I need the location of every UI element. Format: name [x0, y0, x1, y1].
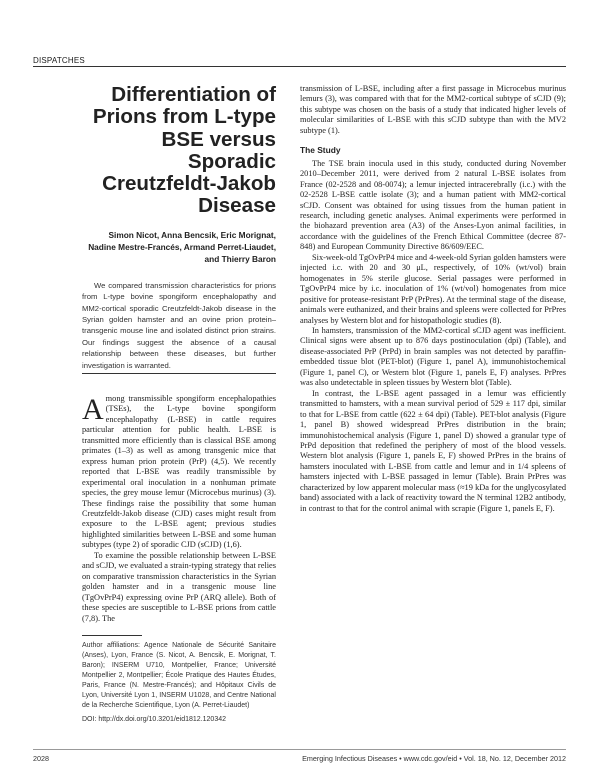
right-body-text	[300, 84, 566, 514]
left-column	[82, 84, 276, 725]
article-title: Differentiation of Prions from L-type BSE versus Sporadic Creutzfeldt-Jakob Disease	[92, 83, 276, 218]
right-paragraph-4: In contrast, the L-BSE agent passaged in a lemur was efficiently transmitted to hamsters, with a mean survival period of 529 ± 117 dpi, similar to that for L-BSE from cattle (622 ± 64 dpi) (Table). PET-blot analysis (Figure 1, panel B) showed widespread PrPres distribution in the brain; immunohistochemical analysis (Figure 1, panel D) showed a granular type of PrPd deposition that redefined the periphery of most of the blood vessels. Western blot analysis (Figure 1, panels E, F) showed PrPres in the brains of hamsters inoculated with L-BSE from cattle and lemur and in 1/4 spleens of hamsters injected with L-BSE passaged in lemur (Table). Brain PrPres was characterized by low apparent molecular mass (≈19 kDa for the unglycosylated band) associated with a lack of reactivity toward the N terminal 12B2 antibody, in contrast to that for the control animal with scrapie (Figure 1, panels E, F).	[300, 388, 566, 513]
intro-text	[82, 394, 276, 624]
right-paragraph-1: The TSE brain inocula used in this study, conducted during November 2010–December 2011, were derived from 2 natural L-BSE isolates from France (02-2528 and 08-0074); a lemur injected intracerebrally (i.c.) with the 02-2528 L-BSE cattle isolate (3); and a human patient with MM2-cortical sCJD. Consent was obtained for using tissues from the human patient in research, including genetic analyses. Animal experiments were performed in the biohazard prevention area (A3) of the Anses-Lyon animal facilities, in accordance with the guidelines of the French Ethical Committee (decree 87-848) and European Community Directive 86/609/EEC.	[300, 158, 566, 252]
section-heading-study: The Study	[300, 145, 341, 156]
intro-paragraph-1	[82, 394, 276, 551]
top-rule	[33, 66, 566, 67]
right-paragraph-0: transmission of L-BSE, including after a first passage in Microcebus murinus lemurs (3), was compared with that for the MM2-cortical subtype of sCJD (9); this subtype was chosen on the basis of a study that indicated higher levels of molecular similarities of L-BSE with this sCJD subtype than with the MV2 subtype (1).	[300, 84, 566, 135]
abstract: We compared transmission characteristics for prions from L-type bovine spongiform encephalopathy and MM2-cortical sporadic Creutzfeldt-Jakob disease in the Syrian golden hamster and an ovine prion protein–transgenic mouse line and isolated distinct prion strains. Our findings suggest the absence of a causal relationship between these diseases, but further investigation is warranted.	[82, 280, 276, 370]
bottom-rule	[33, 749, 566, 750]
author-list: Simon Nicot, Anna Bencsik, Eric Morignat, Nadine Mestre-Francés, Armand Perret-Liaudet, and Thierry Baron	[88, 229, 276, 264]
intro-paragraph-1-text: mong transmissible spongiform encephalopathies (TSEs), the L-type bovine spongiform encephalopathy (L-BSE) in cattle requires particular attention for public health. L-BSE is transmitted more efficiently than is classical BSE among primates (1–3) as well as among transgenic mice that express human prion protein (PrP) (4,5). We recently reported that L-BSE was readily transmissible by experimental oral inoculation in a nonhuman primate species, the grey mouse lemur (Microcebus murinus) (3). These findings raise the possibility that some human Creutzfeldt-Jakob disease (CJD) cases might result from exposure to the L-BSE agent; previous studies highlighted similarities between L-BSE and some human subtypes (type 2) of sporadic CJD (sCJD) (1,6).	[82, 394, 276, 550]
section-label: DISPATCHES	[33, 56, 85, 65]
affiliation-rule	[82, 635, 142, 636]
author-affiliations: Author affiliations: Agence Nationale de Sécurité Sanitaire (Anses), Lyon, France (S. Nicot, A. Bencsik, E. Morignat, T. Baron); INSERM U710, Montpellier, France; Université Montpellier 2, Montpellier; École Pratique des Hautes Études, Paris, France (N. Mestre-Francés); and Hôpitaux Civils de Lyon, Université Lyon 1, INSERM U1028, and Centre National de la Recherche Scientifique, Lyon (A. Perret-Liaudet)	[82, 642, 276, 709]
doi-link[interactable]: DOI: http://dx.doi.org/10.3201/eid1812.120342	[82, 716, 226, 723]
page-number: 2028	[33, 754, 49, 763]
drop-cap: A	[82, 393, 104, 427]
right-column	[300, 84, 566, 514]
journal-citation: Emerging Infectious Diseases • www.cdc.gov/eid • Vol. 18, No. 12, December 2012	[302, 754, 566, 763]
right-paragraph-2: Six-week-old TgOvPrP4 mice and 4-week-old Syrian golden hamsters were injected i.c. with 20 and 30 μL, respectively, of 10% (wt/vol) brain homogenates in 5% sterile glucose. Serial passages were performed in TgOvPrP4 mice by i.c. inoculation of 1% (wt/vol) homogenates from mice positive for protease-resistant PrP (PrPres). At the terminal stage of the disease, animals were euthanized, and their brains and spleens were collected for PrPres analyses by Western blot and for histopathologic studies (8).	[300, 252, 566, 325]
intro-paragraph-2: To examine the possible relationship between L-BSE and sCJD, we evaluated a strain-typing strategy that relies on comparative transmission characteristics in the Syrian golden hamster and in a transgenic mouse line (TgOvPrP4) expressing ovine PrP (ARQ allele). Both of these species are susceptible to L-BSE prions from cattle (7,8). The	[82, 550, 276, 623]
right-paragraph-3: In hamsters, transmission of the MM2-cortical sCJD agent was inefficient. Clinical signs were absent up to 876 days postinoculation (dpi) (Table), and disease-associated PrP (PrPd) in brain samples was not detected by paraffin-embedded tissue blot (PET-blot) (Figure 1, panel A), immunohistochemical (Figure 1, panel C), or Western blot (Figure 1, panels E, F) analyses. PrPres was also undetectable in spleen tissues by Western blot (Table).	[300, 325, 566, 388]
abstract-rule	[82, 373, 276, 374]
